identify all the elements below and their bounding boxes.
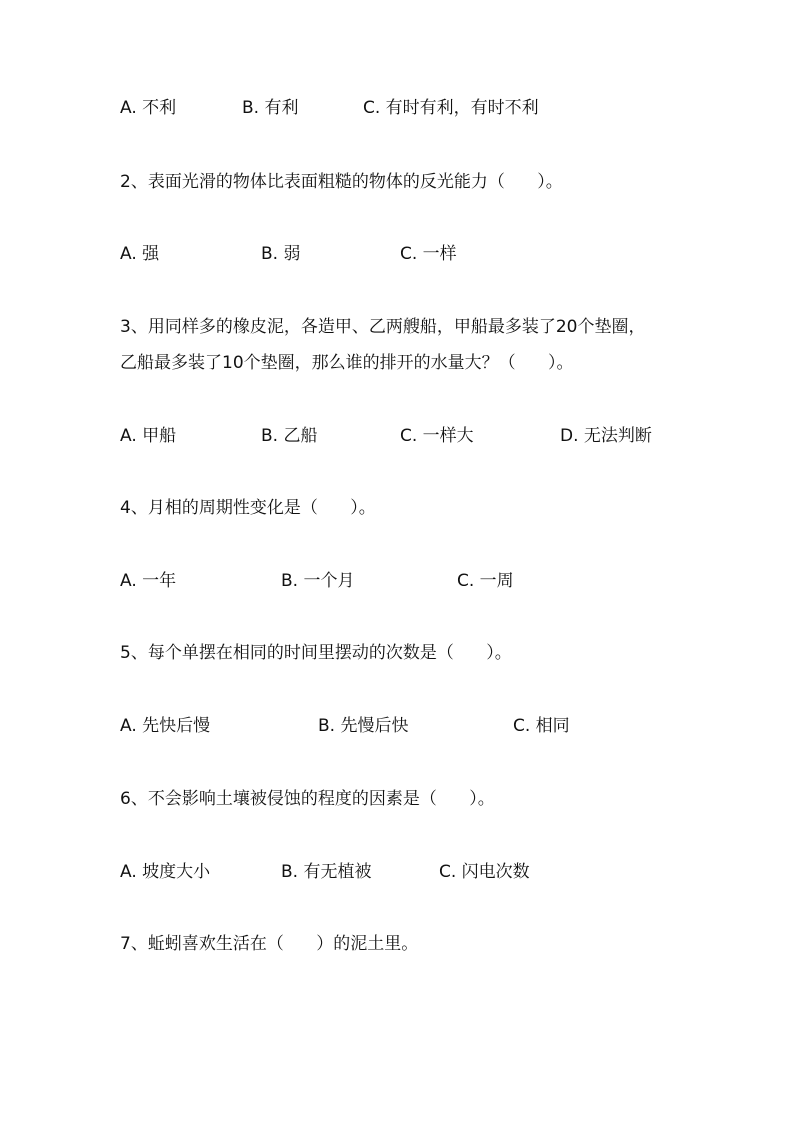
question-stem: 5、每个单摆在相同的时间里摆动的次数是（ ）。 xyxy=(120,643,512,663)
option-c: C. 一样大 xyxy=(400,426,474,446)
question-stem: 4、月相的周期性变化是（ ）。 xyxy=(120,498,376,518)
option-a: A. 坡度大小 xyxy=(120,862,211,882)
option-b: B. 弱 xyxy=(261,244,301,264)
option-a: A. 先快后慢 xyxy=(120,716,211,736)
question-stem: 7、蚯蚓喜欢生活在（ ）的泥土里。 xyxy=(120,934,419,954)
option-c: C. 相同 xyxy=(513,716,570,736)
option-b: B. 乙船 xyxy=(261,426,318,446)
option-c: C. 闪电次数 xyxy=(439,862,530,882)
option-c: C. 有时有利，有时不利 xyxy=(363,98,539,118)
option-b: B. 先慢后快 xyxy=(318,716,409,736)
question-stem-line-1: 3、用同样多的橡皮泥，各造甲、乙两艘船，甲船最多装了20个垫圈， xyxy=(120,317,646,337)
option-a: A. 不利 xyxy=(120,98,177,118)
option-b: B. 有利 xyxy=(242,98,299,118)
option-b: B. 有无植被 xyxy=(281,862,372,882)
option-b: B. 一个月 xyxy=(281,571,355,591)
question-stem: 2、表面光滑的物体比表面粗糙的物体的反光能力（ ）。 xyxy=(120,172,563,192)
question-stem-line-2: 乙船最多装了10个垫圈，那么谁的排开的水量大？（ ）。 xyxy=(120,353,574,373)
option-a: A. 一年 xyxy=(120,571,177,591)
option-c: C. 一周 xyxy=(457,571,514,591)
option-d: D. 无法判断 xyxy=(560,426,652,446)
option-a: A. 甲船 xyxy=(120,426,177,446)
question-stem: 6、不会影响土壤被侵蚀的程度的因素是（ ）。 xyxy=(120,789,495,809)
option-a: A. 强 xyxy=(120,244,160,264)
option-c: C. 一样 xyxy=(400,244,457,264)
